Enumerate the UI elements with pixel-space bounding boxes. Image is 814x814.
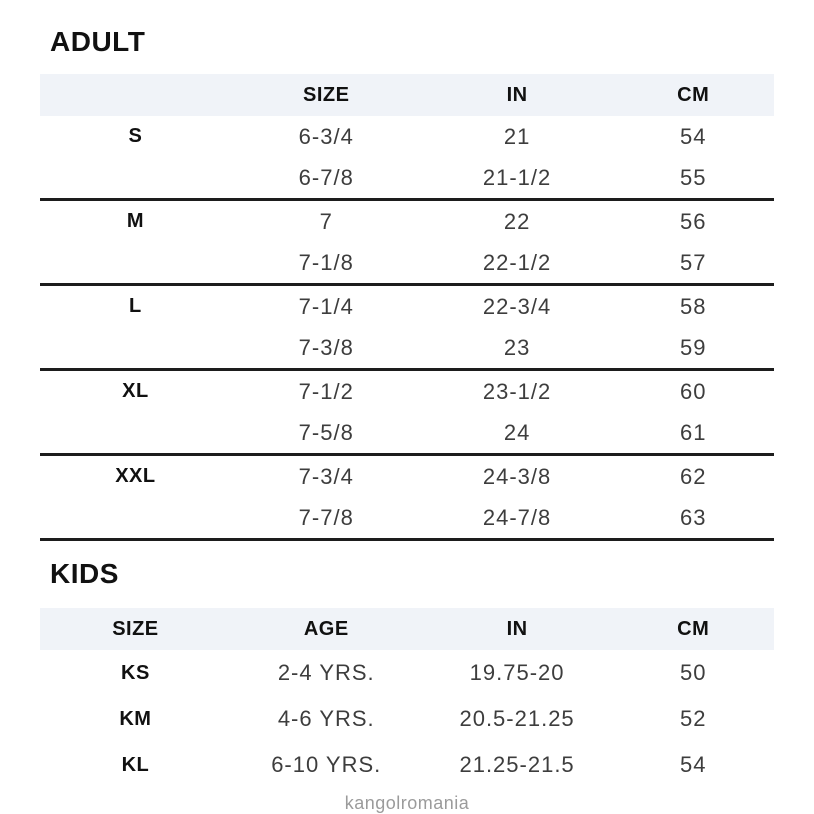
table-row bbox=[40, 650, 774, 696]
adult-group-xxl bbox=[40, 456, 774, 541]
adult-group-m bbox=[40, 201, 774, 286]
table-row bbox=[40, 157, 774, 198]
adult-size-table bbox=[40, 74, 774, 541]
cell-in: 24-7/8 bbox=[482, 504, 552, 530]
cell-in: 21.25-21.5 bbox=[459, 752, 575, 777]
table-row bbox=[40, 116, 774, 157]
cell-in: 24 bbox=[503, 419, 531, 445]
adult-header-cm: CM bbox=[677, 83, 710, 106]
size-label: XXL bbox=[115, 465, 156, 487]
cell-cm: 61 bbox=[679, 419, 707, 445]
kids-header-size: SIZE bbox=[112, 617, 159, 640]
kids-table-header-row bbox=[40, 608, 774, 650]
table-row bbox=[40, 456, 774, 497]
cell-in: 22-3/4 bbox=[482, 293, 552, 319]
cell-cm: 55 bbox=[679, 164, 707, 190]
cell-cm: 58 bbox=[679, 293, 707, 319]
cell-size: 7-1/4 bbox=[298, 293, 354, 319]
cell-in: 22 bbox=[503, 208, 531, 234]
cell-cm: 52 bbox=[679, 706, 707, 731]
cell-cm: 54 bbox=[679, 123, 707, 149]
cell-cm: 56 bbox=[679, 208, 707, 234]
cell-in: 21-1/2 bbox=[482, 164, 552, 190]
cell-size: 7-1/8 bbox=[298, 249, 354, 275]
adult-group-s bbox=[40, 116, 774, 201]
cell-size: 7-3/4 bbox=[298, 463, 354, 489]
watermark: kangolromania bbox=[344, 793, 470, 813]
cell-size: 7-3/8 bbox=[298, 334, 354, 360]
cell-in: 22-1/2 bbox=[482, 249, 552, 275]
kids-size-table bbox=[40, 608, 774, 788]
size-label: M bbox=[126, 210, 144, 232]
table-row bbox=[40, 327, 774, 368]
size-label: KL bbox=[121, 753, 150, 776]
cell-age: 2-4 YRS. bbox=[277, 660, 375, 685]
cell-in: 23 bbox=[503, 334, 531, 360]
cell-cm: 50 bbox=[679, 660, 707, 685]
adult-section-title: ADULT bbox=[50, 26, 146, 57]
kids-header-cm: CM bbox=[677, 617, 710, 640]
cell-in: 20.5-21.25 bbox=[459, 706, 575, 731]
cell-size: 7-5/8 bbox=[298, 419, 354, 445]
table-row bbox=[40, 412, 774, 453]
cell-cm: 57 bbox=[679, 249, 707, 275]
table-row bbox=[40, 286, 774, 327]
size-label: L bbox=[129, 295, 142, 317]
kids-header-age: AGE bbox=[303, 617, 349, 640]
adult-table-header-row bbox=[40, 74, 774, 116]
table-row bbox=[40, 371, 774, 412]
cell-in: 21 bbox=[503, 123, 531, 149]
size-label: XL bbox=[122, 380, 149, 402]
kids-section-title: KIDS bbox=[50, 558, 119, 589]
cell-age: 6-10 YRS. bbox=[271, 752, 382, 777]
cell-cm: 54 bbox=[679, 752, 707, 777]
adult-group-xl bbox=[40, 371, 774, 456]
size-label: KS bbox=[121, 661, 150, 684]
cell-in: 19.75-20 bbox=[469, 660, 565, 685]
cell-size: 7 bbox=[319, 208, 333, 234]
table-row bbox=[40, 201, 774, 242]
cell-cm: 62 bbox=[679, 463, 707, 489]
adult-header-size: SIZE bbox=[303, 83, 350, 106]
cell-size: 6-3/4 bbox=[298, 123, 354, 149]
cell-size: 7-7/8 bbox=[298, 504, 354, 530]
cell-cm: 63 bbox=[679, 504, 707, 530]
table-row bbox=[40, 696, 774, 742]
cell-in: 24-3/8 bbox=[482, 463, 552, 489]
kids-header-in: IN bbox=[506, 617, 528, 640]
cell-cm: 59 bbox=[679, 334, 707, 360]
cell-size: 6-7/8 bbox=[298, 164, 354, 190]
cell-age: 4-6 YRS. bbox=[277, 706, 375, 731]
adult-group-l bbox=[40, 286, 774, 371]
cell-size: 7-1/2 bbox=[298, 378, 354, 404]
size-label: KM bbox=[119, 707, 152, 730]
cell-in: 23-1/2 bbox=[482, 378, 552, 404]
size-label: S bbox=[128, 125, 143, 147]
table-row bbox=[40, 742, 774, 788]
cell-cm: 60 bbox=[679, 378, 707, 404]
table-row bbox=[40, 242, 774, 283]
table-row bbox=[40, 497, 774, 538]
adult-header-in: IN bbox=[506, 83, 528, 106]
